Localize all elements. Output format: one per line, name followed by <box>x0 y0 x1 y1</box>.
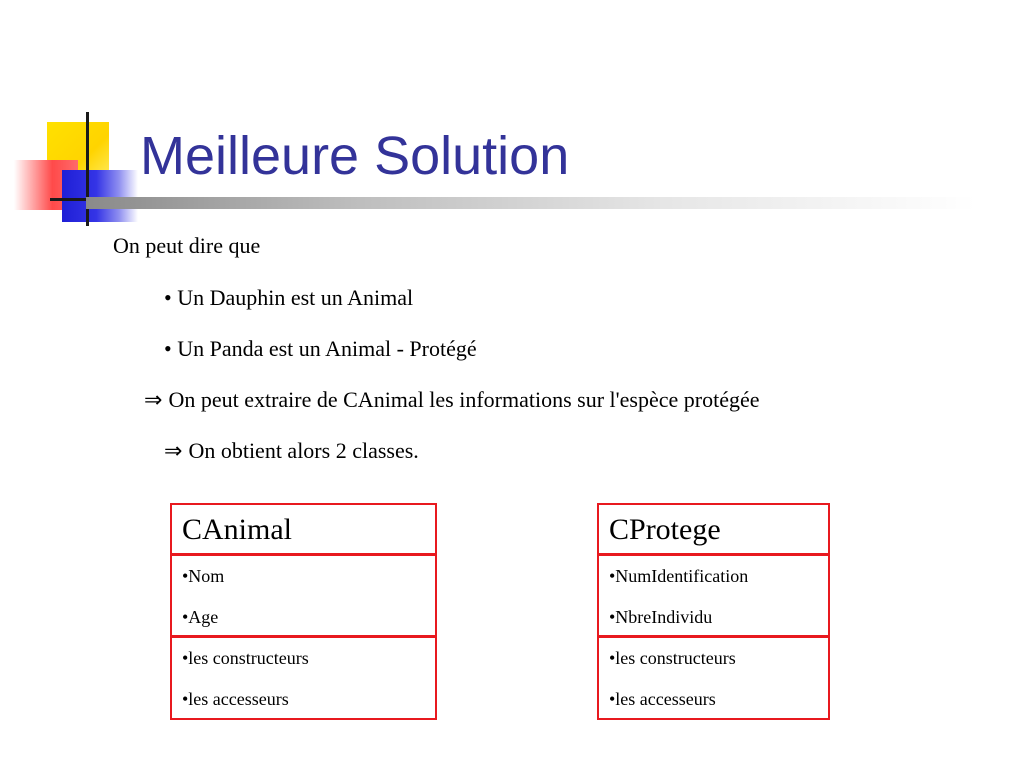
logo-blue-square <box>62 170 138 222</box>
method-item: •les accesseurs <box>182 689 289 709</box>
class-name: CAnimal <box>172 505 435 556</box>
class-attributes <box>172 556 435 638</box>
conclusion-classes <box>164 437 419 465</box>
intro-text: On peut dire que <box>113 233 261 258</box>
implies-arrow-icon: ⇒ <box>164 438 183 463</box>
class-box-canimal <box>170 503 437 720</box>
bullet-dauphin: • Un Dauphin est un Animal <box>164 285 414 310</box>
attribute-item: •Age <box>182 607 219 627</box>
attribute-item: •NbreIndividu <box>609 607 713 627</box>
class-methods <box>172 638 435 720</box>
method-item: •les constructeurs <box>182 648 309 668</box>
class-methods <box>599 638 828 720</box>
class-box-cprotege <box>597 503 830 720</box>
bullet-panda: • Un Panda est un Animal - Protégé <box>164 336 477 361</box>
slide-title: Meilleure Solution <box>140 126 570 186</box>
method-item: •les accesseurs <box>609 689 716 709</box>
method-item: •les constructeurs <box>609 648 736 668</box>
class-name: CProtege <box>599 505 828 556</box>
conclusion-extract <box>144 386 759 414</box>
conclusion-extract-text: On peut extraire de CAnimal les informations sur l'espèce protégée <box>168 387 760 412</box>
conclusion-classes-text: On obtient alors 2 classes. <box>188 438 419 463</box>
attribute-item: •Nom <box>182 566 225 586</box>
implies-arrow-icon: ⇒ <box>144 387 163 412</box>
class-attributes <box>599 556 828 638</box>
attribute-item: •NumIdentification <box>609 566 749 586</box>
title-underline-rule <box>86 197 976 209</box>
